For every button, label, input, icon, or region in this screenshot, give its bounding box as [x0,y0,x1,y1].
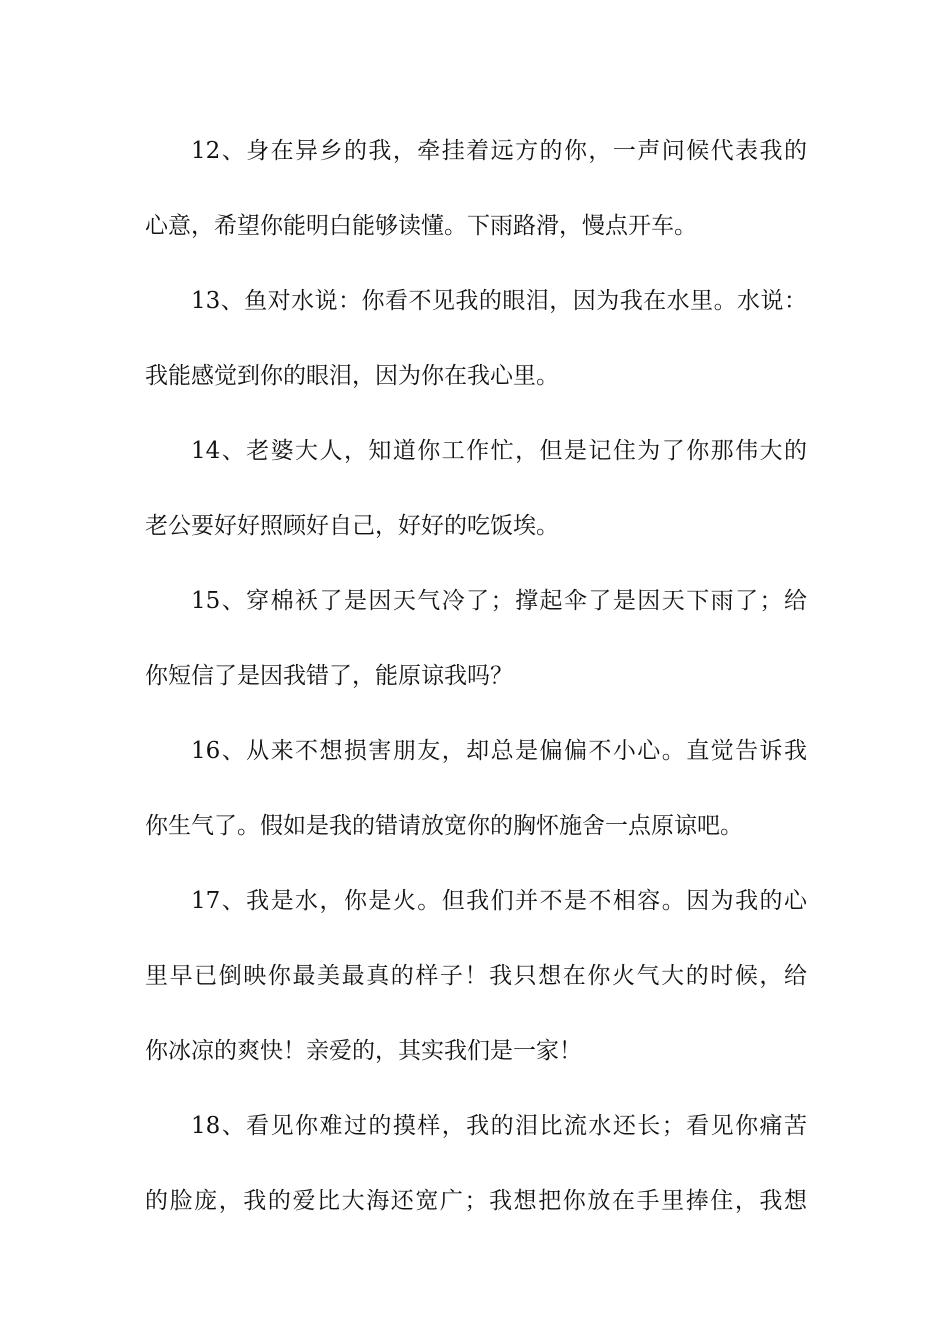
paragraph-16 [145,714,807,864]
paragraph-line: 13、鱼对水说：你看不见我的眼泪，因为我在水里。水说： [191,288,807,314]
paragraph-15 [145,564,807,714]
paragraph-line: 我能感觉到你的眼泪，因为你在我心里。 [145,363,559,389]
paragraph-line: 的脸庞，我的爱比大海还宽广；我想把你放在手里捧住，我想 [145,1188,807,1214]
paragraph-line: 18、看见你难过的摸样，我的泪比流水还长；看见你痛苦 [191,1113,807,1139]
paragraph-line: 16、从来不想损害朋友，却总是偏偏不小心。直觉告诉我 [191,738,807,764]
paragraph-line: 你生气了。假如是我的错请放宽你的胸怀施舍一点原谅吧。 [145,813,743,839]
document-body [145,114,807,1239]
paragraph-line: 老公要好好照顾好自己，好好的吃饭埃。 [145,513,559,539]
paragraph-14 [145,414,807,564]
paragraph-13 [145,264,807,414]
paragraph-line: 里早已倒映你最美最真的样子！我只想在你火气大的时候，给 [145,963,807,989]
paragraph-12 [145,114,807,264]
paragraph-line: 你冰凉的爽快！亲爱的，其实我们是一家！ [145,1038,582,1064]
paragraph-line: 14、老婆大人，知道你工作忙，但是记住为了你那伟大的 [191,438,807,464]
paragraph-line: 12、身在异乡的我，牵挂着远方的你，一声问候代表我的 [191,138,807,164]
paragraph-line: 15、穿棉袄了是因天气冷了；撑起伞了是因天下雨了；给 [191,588,807,614]
paragraph-line: 17、我是水，你是火。但我们并不是不相容。因为我的心 [191,888,807,914]
paragraph-18 [145,1089,807,1239]
paragraph-line: 你短信了是因我错了，能原谅我吗？ [145,663,513,689]
paragraph-17 [145,864,807,1089]
paragraph-line: 心意，希望你能明白能够读懂。下雨路滑，慢点开车。 [145,213,697,239]
